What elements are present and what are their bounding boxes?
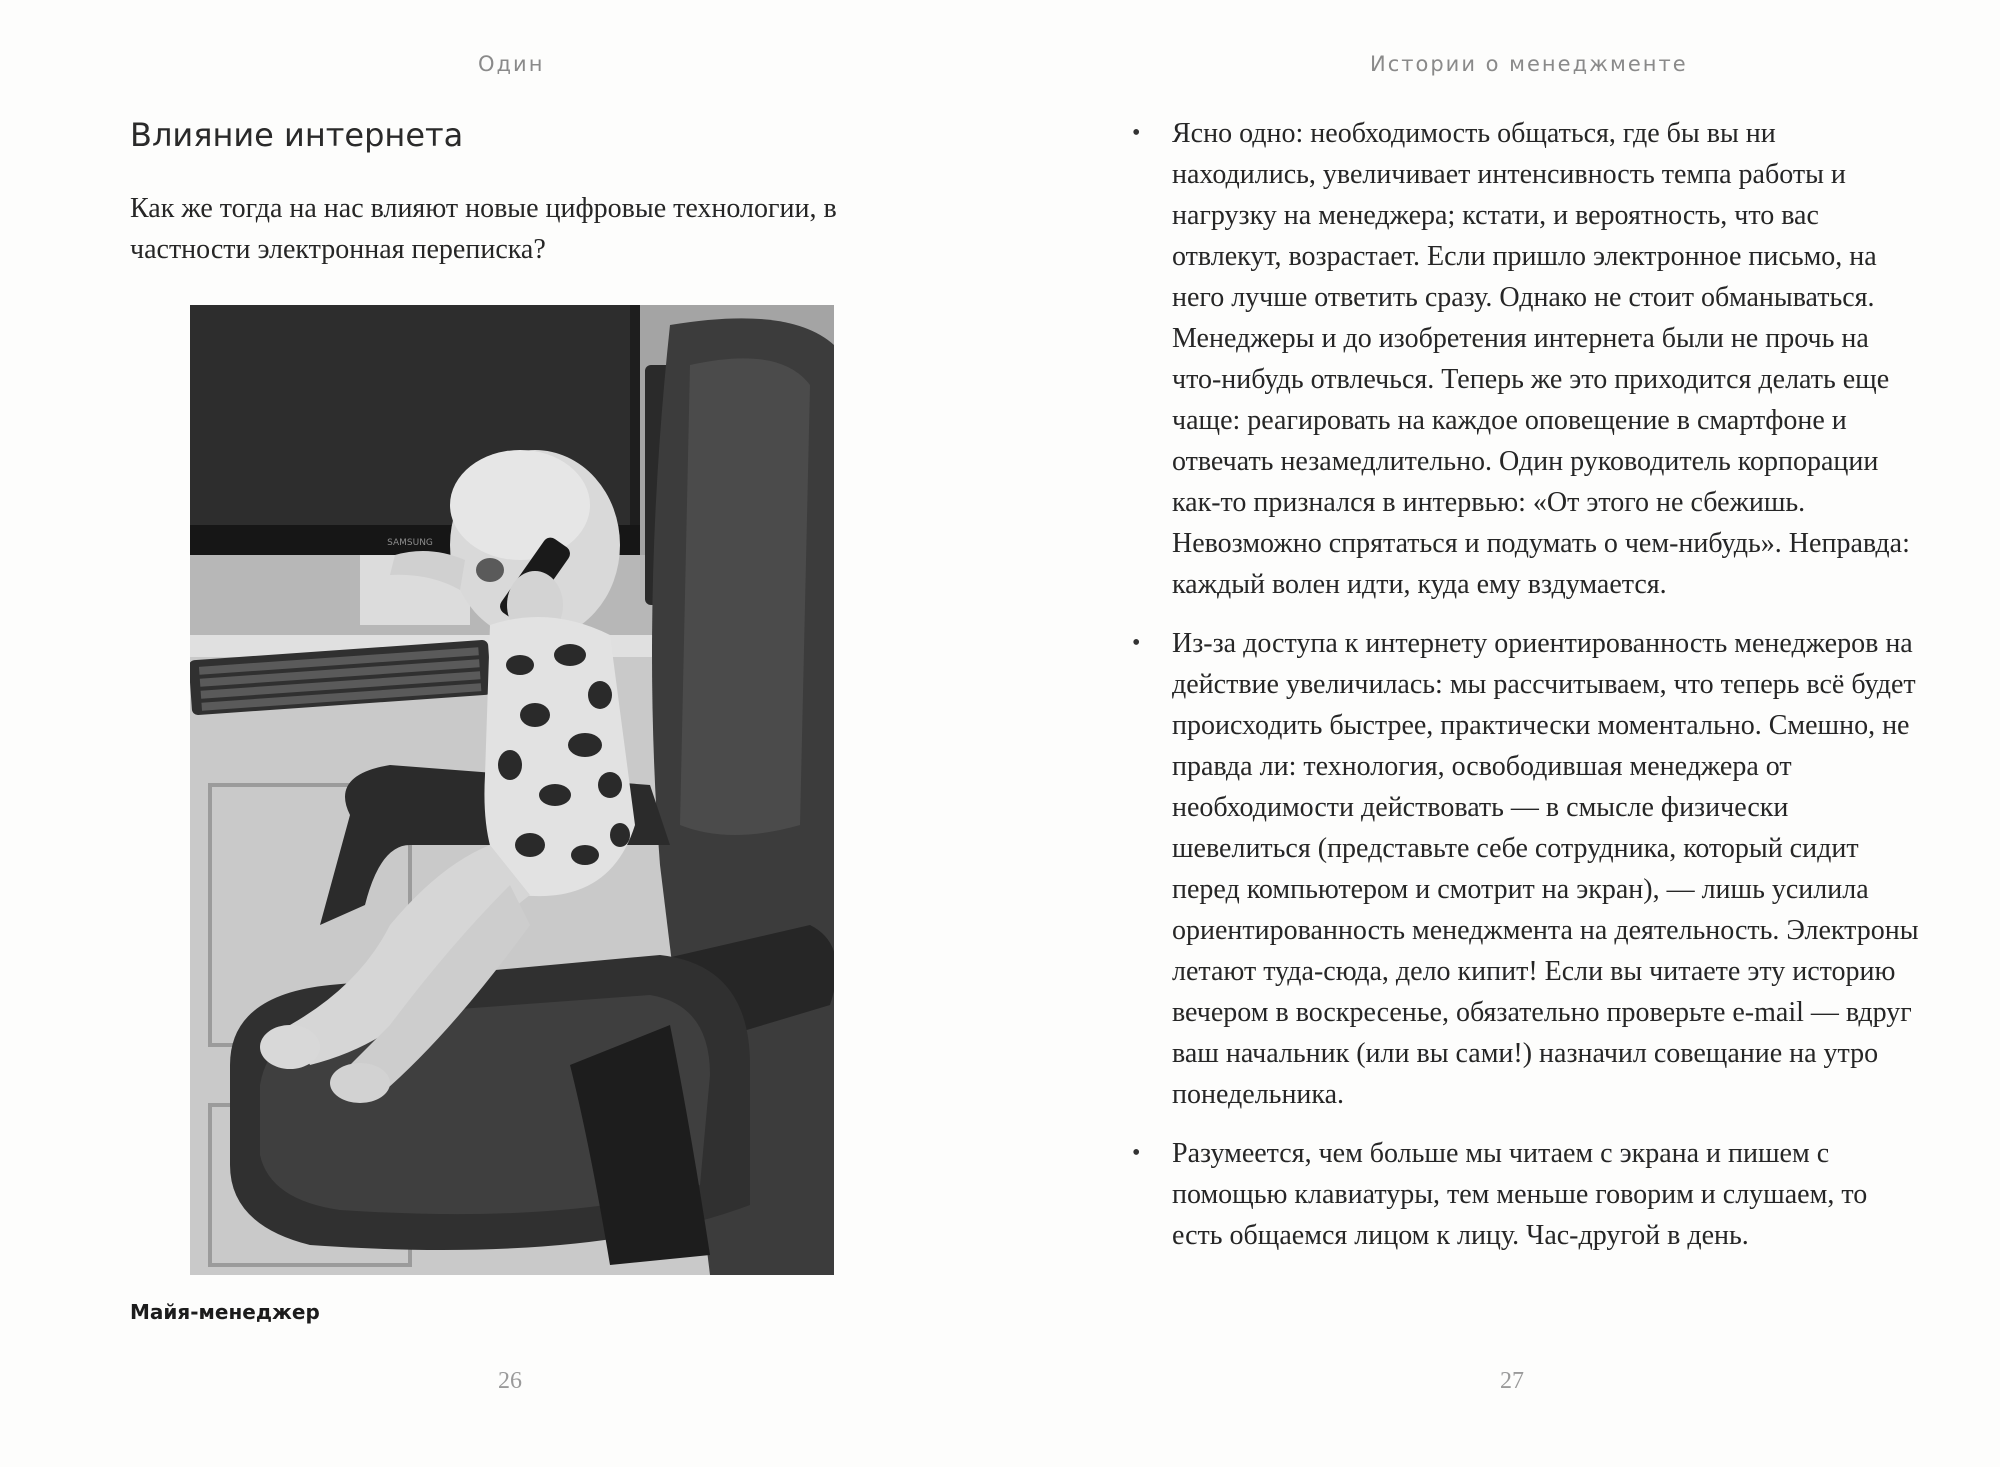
photo-caption: Майя-менеджер [130, 1300, 320, 1324]
monitor-brand-label: SAMSUNG [387, 538, 433, 548]
bullet-text: Из-за доступа к интернету ориентированность менеджеров на действие увеличилась: мы рассчитываем, что теперь всё будет происходить быстрее, практически моментально. Смешно, не правда ли: технология, освободившая менеджера от необходимости действовать — в смысле физически шевелиться (представьте себе сотрудника, который сидит перед компьютером и смотрит на экран), — лишь усилила ориентированность менеджмента на деятельность. Электроны летают туда-сюда, дело кипит! Если вы читаете эту историю вечером в воскресенье, обязательно проверьте e-mail — вдруг ваш начальник (или вы сами!) назначил совещание на утро понедельника. [1172, 628, 1919, 1110]
bullet-list [1130, 113, 1920, 1274]
bullet-item [1130, 113, 1920, 605]
running-head-left: Один [478, 52, 545, 76]
right-page [1000, 0, 2000, 1467]
bullet-icon: • [1132, 1140, 1141, 1166]
photo-baby-on-phone [190, 305, 834, 1275]
page-number-left: 26 [498, 1368, 522, 1394]
bullet-item [1130, 623, 1920, 1115]
section-heading: Влияние интернета [130, 116, 464, 154]
bullet-icon: • [1132, 630, 1141, 656]
page-number-right: 27 [1500, 1368, 1524, 1394]
running-head-right: Истории о менеджменте [1370, 52, 1688, 76]
bullet-text: Разумеется, чем больше мы читаем с экрана и пишем с помощью клавиатуры, тем меньше говорим и слушаем, то есть общаемся лицом к лицу. Час-другой в день. [1172, 1138, 1868, 1251]
intro-paragraph: Как же тогда на нас влияют новые цифровые технологии, в частности электронная переписка? [130, 193, 837, 265]
bullet-text: Ясно одно: необходимость общаться, где бы вы ни находились, увеличивает интенсивность темпа работы и нагрузку на менеджера; кстати, и вероятность, что вас отвлекут, возрастает. Если пришло электронное письмо, на него лучше ответить сразу. Однако не стоит обманываться. Менеджеры и до изобретения интернета были не прочь на что-нибудь отвлечься. Теперь же это приходится делать еще чаще: реагировать на каждое оповещение в смартфоне и отвечать незамедлительно. Один руководитель корпорации как-то признался в интервью: «От этого не сбежишь. Невозможно спрятаться и подумать о чем-нибудь». Неправда: каждый волен идти, куда ему вздумается. [1172, 118, 1910, 600]
bullet-item [1130, 1133, 1920, 1256]
bullet-icon: • [1132, 120, 1141, 146]
